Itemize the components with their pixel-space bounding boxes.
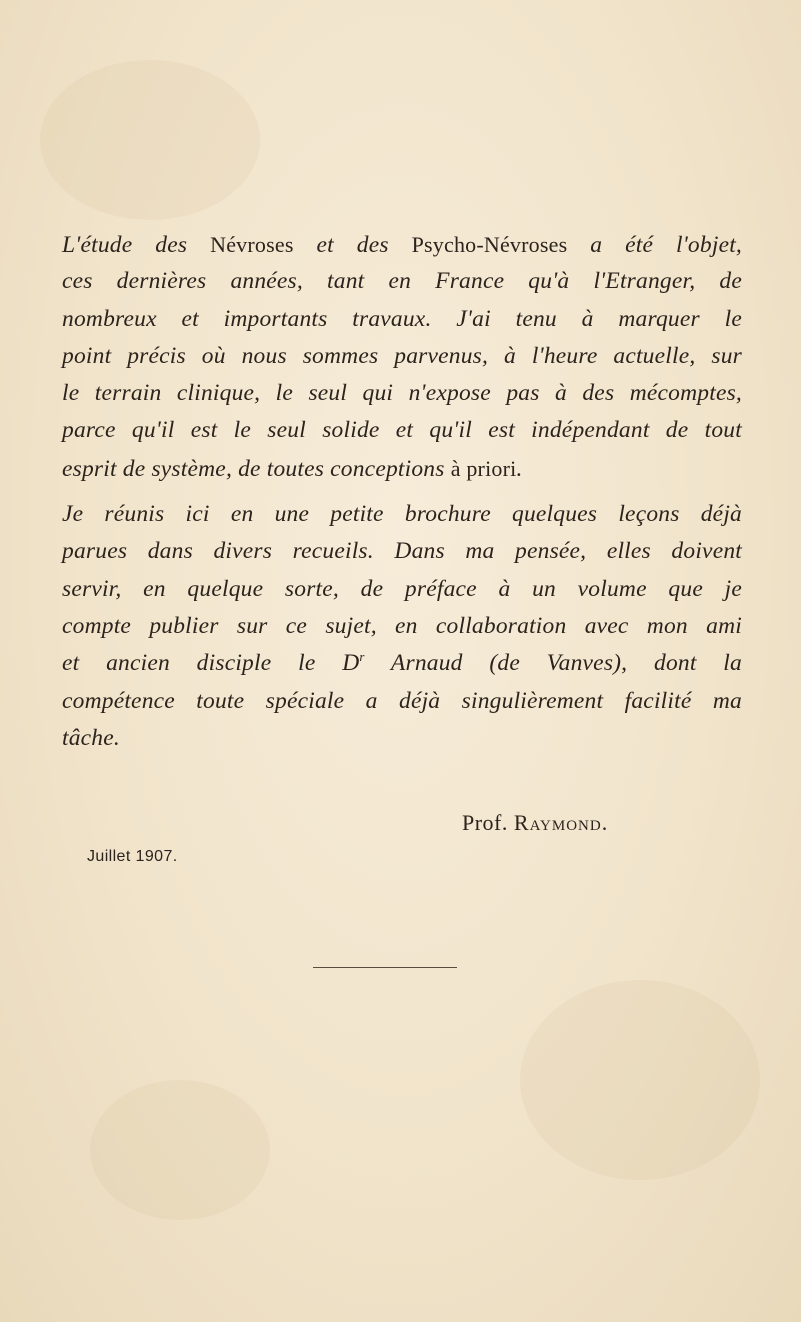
text-line: parues dans divers recueils. Dans ma pensée, elles doivent <box>62 538 742 565</box>
text-line: point précis où nous sommes parvenus, à l'heure actuelle, sur <box>62 342 742 369</box>
paper-stain <box>90 1080 270 1220</box>
paragraph-1 <box>62 226 742 487</box>
date-line: Juillet 1907. <box>87 848 178 865</box>
signature: Prof. Raymond. <box>462 810 608 835</box>
text-line: tâche. <box>62 724 120 751</box>
text-line: esprit de système, de toutes conceptions à priori. <box>62 455 523 482</box>
paragraph-gap <box>62 487 742 496</box>
text-line: parce qu'il est le seul solide et qu'il est indépendant de tout <box>62 417 742 444</box>
paper-stain <box>40 60 260 220</box>
text-line: L'étude des Névroses et des Psycho-Névroses a été l'objet, <box>62 232 742 258</box>
text-line: compétence toute spéciale a déjà singulièrement facilité ma <box>62 687 742 714</box>
text-line: servir, en quelque sorte, de préface à un volume que je <box>62 575 742 602</box>
text-line: compte publier sur ce sujet, en collaboration avec mon ami <box>62 612 742 639</box>
paper-stain <box>520 980 760 1180</box>
divider-rule <box>313 967 457 968</box>
paragraph-2 <box>62 496 742 757</box>
text-line: le terrain clinique, le seul qui n'expose pas à des mécomptes, <box>62 380 742 407</box>
text-line: Je réunis ici en une petite brochure quelques leçons déjà <box>62 501 742 528</box>
text-line: ces dernières années, tant en France qu'à l'Etranger, de <box>62 268 742 295</box>
preface-text <box>62 226 742 757</box>
text-line: et ancien disciple le $D^r$ Arnaud (de Vanves), dont la <box>62 649 742 677</box>
text-line: nombreux et importants travaux. J'ai tenu à marquer le <box>62 305 742 332</box>
